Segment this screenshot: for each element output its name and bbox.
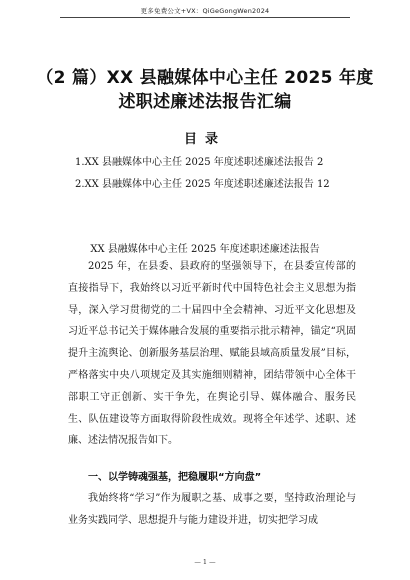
document-title-line2: 述职述廉述法报告汇编	[118, 92, 292, 112]
toc-heading: 目录	[183, 132, 226, 147]
report-title: XX 县融媒体中心主任 2025 年度述职述廉述法报告	[90, 244, 320, 255]
header-divider	[60, 17, 350, 18]
section-1-heading: 一、以学铸魂强基，把稳履职“方向盘”	[88, 472, 262, 483]
toc-item-2[interactable]: 2.XX 县融媒体中心主任 2025 年度述职述廉述法报告 12	[75, 179, 330, 190]
header-note: 更多免费公文+VX：QiGeGongWen2024	[140, 7, 270, 15]
document-title-line1: （2 篇）XX 县融媒体中心主任 2025 年度	[36, 68, 374, 88]
report-paragraph-2: 我始终将“学习”作为履职之基、成事之要，坚持政治理论与业务实践同学、思想提升与能力建设并进，切实把学习成	[68, 493, 356, 526]
report-paragraph-1: 2025 年，在县委、县政府的坚强领导下，在县委宣传部的直接指导下，我始终以习近平新时代中国特色社会主义思想为指导，深入学习贯彻党的二十届四中全会精神、习近平文化思想及习近平总书记关于媒体融合发展的重要指示批示精神，锚定“巩固提升主流舆论、创新服务基层治理、赋能县域高质量发展”目标，严格落实中央八项规定及其实施细则精神，团结带领中心全体干部职工守正创新、实干争先，在舆论引导、媒体融合、服务民生、队伍建设等方面取得阶段性成效。现将全年述学、述职、述廉、述法情况报告如下。	[68, 261, 356, 447]
page-number: — 1 —	[194, 558, 216, 566]
toc-item-1[interactable]: 1.XX 县融媒体中心主任 2025 年度述职述廉述法报告 2	[75, 157, 324, 168]
